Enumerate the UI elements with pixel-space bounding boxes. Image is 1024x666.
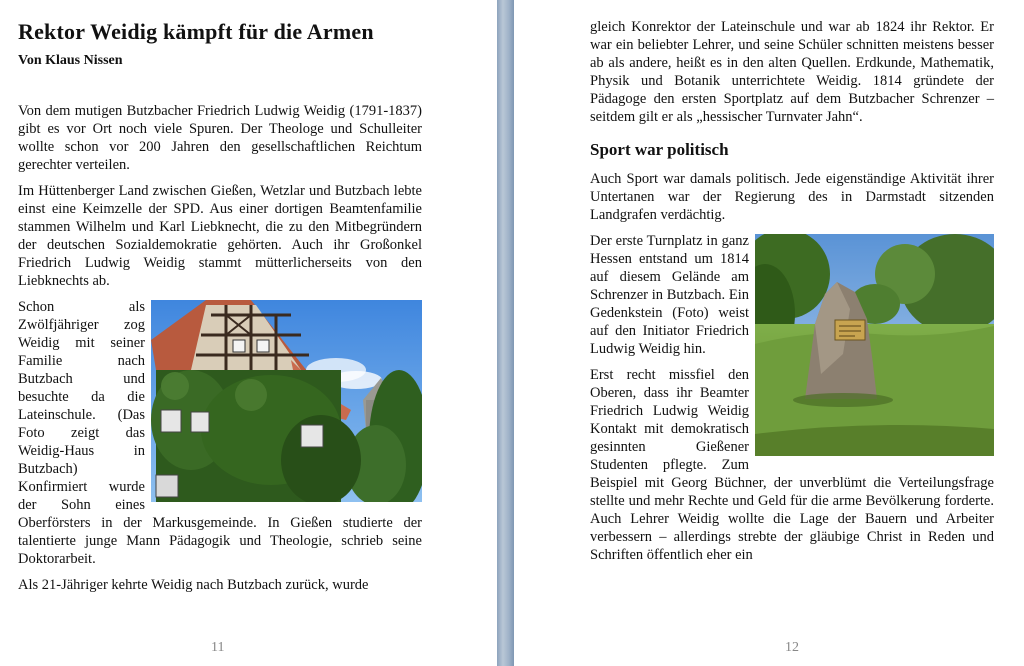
page-number: 11 (211, 640, 225, 655)
paragraph: Schon als Zwölfjähriger zog Weidig mit seiner Familie nach Butzbach und besuchte da die Lateinschule. (Das Foto zeigt das Weidig-Haus in Butzbach) Konfirmiert wurde der Sohn eines Oberförsters in der Markusgemeinde. In Gießen studierte der talentierte junge Mann Pädagogik und Theologie, schrieb seine Doktorarbeit. (18, 299, 422, 567)
left-page (0, 0, 497, 666)
page-number: 12 (785, 640, 799, 655)
weidig-house-photo (151, 300, 422, 502)
book-gutter (497, 0, 514, 666)
memorial-stone-photo (755, 234, 994, 456)
paragraph: Auch Sport war damals politisch. Jede eigenständige Aktivität ihrer Untertanen war der Regierung des in Darmstadt sitzenden Landgrafen verdächtig. (590, 171, 994, 223)
paragraph: gleich Konrektor der Lateinschule und war ab 1824 ihr Rektor. Er war ein beliebter Lehrer, und seine Schüler schnitten meistens besser ab als andere, heißt es in den alten Quellen. Erdkunde, Mathematik, Physik und Botanik unterrichtete Weidig. 1814 gründete der Pädagoge den ersten Sportplatz auf dem Butzbacher Schrenzer – seitdem gilt er als „hessischer Turnvater Jahn“. (590, 19, 994, 125)
section-heading: Sport war politisch (590, 140, 729, 159)
paragraph: Von dem mutigen Butzbacher Friedrich Ludwig Weidig (1791-1837) gibt es vor Ort noch viele Spuren. Der Theologe und Schulleiter wollte schon vor 200 Jahren den gesellschaftlichen Reichtum gerechter verteilen. (18, 103, 422, 173)
paragraph: Als 21-Jähriger kehrte Weidig nach Butzbach zurück, wurde (18, 577, 369, 593)
article-title: Rektor Weidig kämpft für die Armen (18, 19, 374, 44)
paragraph: Im Hüttenberger Land zwischen Gießen, Wetzlar und Butzbach lebte einst eine Keimzelle der SPD. Aus einer dortigen Beamtenfamilie stammen Wilhelm und Karl Liebknecht, die zu den Mitbegründern der deutschen Sozialdemokratie gehörten. Auch ihr Großonkel Friedrich Ludwig Weidig stammt mütterlicherseits von den Liebknechts ab. (18, 183, 422, 289)
byline: Von Klaus Nissen (18, 53, 123, 68)
paragraph: Erst recht missfiel den Oberen, dass ihr Beamter Friedrich Ludwig Weidig Kontakt mit demokratisch gesinnten Gießener Studenten pflegte. Zum Beispiel mit Georg Büchner, der unverblümt die Verteilungsfrage stellte und mehr Rechte und Geld für die arme Bevölkerung forderte. Auch Lehrer Weidig wollte die Lage der Bauern und Arbeiter verbessern – allerdings strebte der gläubige Christ in Reden und Schriften öffentlich eher ein (590, 367, 994, 563)
right-page (514, 0, 1024, 666)
paragraph: Der erste Turnplatz in ganz Hessen entstand um 1814 auf diesem Gelände am Schrenzer in Butzbach. Ein Gedenkstein (Foto) weist auf den Initiator Friedrich Ludwig Weidig hin. (590, 233, 749, 357)
